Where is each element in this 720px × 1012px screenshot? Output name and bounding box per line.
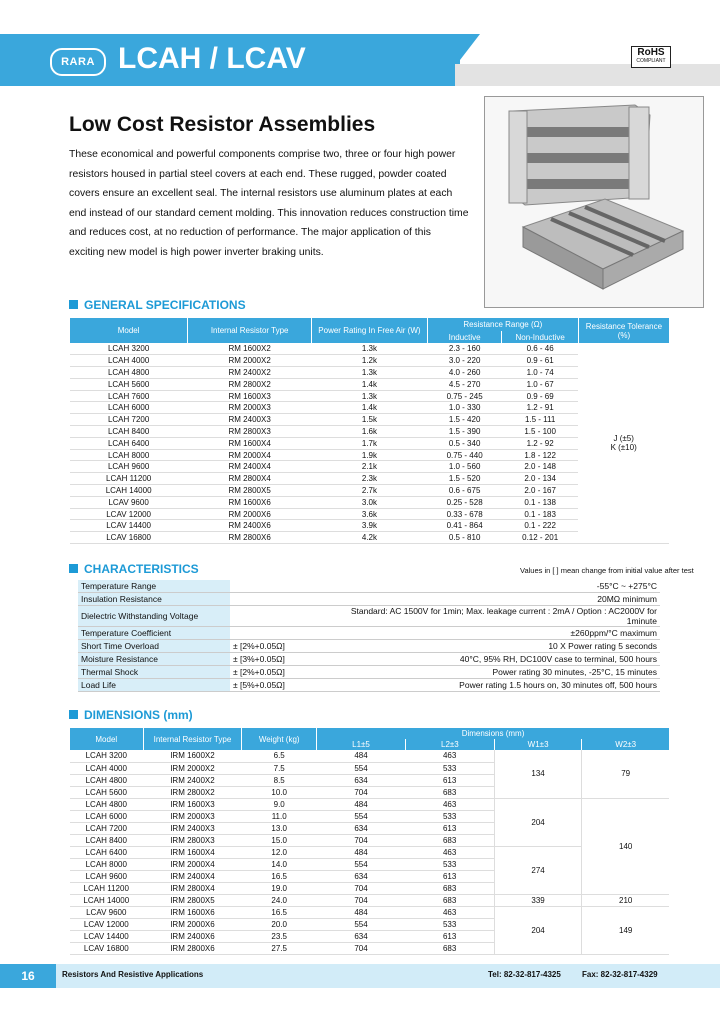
dim-model: LCAH 9600 <box>70 870 144 882</box>
spec-noninductive: 0.9 - 69 <box>502 390 578 402</box>
spec-type: RM 2000X2 <box>188 355 312 367</box>
spec-model: LCAV 9600 <box>70 496 188 508</box>
section-square-icon <box>69 564 78 573</box>
dimension-row <box>70 846 670 858</box>
dim-l2: 613 <box>405 930 494 942</box>
spec-noninductive: 1.2 - 92 <box>502 437 578 449</box>
spec-model: LCAH 7600 <box>70 390 188 402</box>
characteristic-label: Dielectric Withstanding Voltage <box>78 606 230 627</box>
dim-l2: 533 <box>405 858 494 870</box>
dim-col-dimensions: Dimensions (mm) <box>317 728 669 739</box>
dim-l1: 554 <box>317 810 406 822</box>
characteristic-value: ±260ppm/°C maximum <box>340 627 660 640</box>
dim-type: IRM 2800X5 <box>143 894 242 906</box>
page-footer <box>0 964 720 988</box>
dim-l1: 704 <box>317 942 406 954</box>
characteristic-row <box>78 666 660 679</box>
spec-inductive: 4.5 - 270 <box>427 378 502 390</box>
characteristic-value: 20MΩ minimum <box>340 593 660 606</box>
dim-type: IRM 2000X3 <box>143 810 242 822</box>
dim-model: LCAH 11200 <box>70 882 144 894</box>
dim-col-l1: L1±5 <box>317 739 406 750</box>
spec-noninductive: 2.0 - 134 <box>502 473 578 485</box>
characteristics-heading: CHARACTERISTICS <box>69 562 199 576</box>
characteristic-value: 10 X Power rating 5 seconds <box>340 640 660 653</box>
dim-col-l2: L2±3 <box>405 739 494 750</box>
spec-type: RM 2400X6 <box>188 520 312 532</box>
spec-power: 2.7k <box>312 485 428 497</box>
dim-l1: 484 <box>317 846 406 858</box>
spec-tolerance-values <box>578 343 669 544</box>
dim-col-model: Model <box>70 728 144 750</box>
characteristic-row <box>78 640 660 653</box>
characteristic-row <box>78 653 660 666</box>
spec-inductive: 0.5 - 340 <box>427 437 502 449</box>
spec-inductive: 0.33 - 678 <box>427 508 502 520</box>
spec-power: 3.9k <box>312 520 428 532</box>
spec-type: RM 2000X3 <box>188 402 312 414</box>
characteristics-table <box>78 580 660 692</box>
rohs-badge <box>631 46 671 68</box>
dim-model: LCAH 4000 <box>70 762 144 774</box>
spec-power: 1.3k <box>312 343 428 355</box>
spec-model: LCAV 12000 <box>70 508 188 520</box>
spec-noninductive: 1.5 - 111 <box>502 414 578 426</box>
characteristic-label: Short Time Overload <box>78 640 230 653</box>
spec-power: 1.9k <box>312 449 428 461</box>
page-title: Low Cost Resistor Assemblies <box>69 113 376 136</box>
dim-w1: 204 <box>494 798 582 846</box>
spec-inductive: 0.6 - 675 <box>427 485 502 497</box>
characteristic-row <box>78 606 660 627</box>
dim-weight: 9.0 <box>242 798 317 810</box>
spec-power: 1.4k <box>312 378 428 390</box>
dim-weight: 20.0 <box>242 918 317 930</box>
characteristic-row <box>78 580 660 593</box>
spec-model: LCAV 16800 <box>70 532 188 544</box>
dim-weight: 14.0 <box>242 858 317 870</box>
characteristic-row <box>78 627 660 640</box>
characteristic-label: Insulation Resistance <box>78 593 230 606</box>
spec-power: 1.4k <box>312 402 428 414</box>
dim-w2: 210 <box>582 894 669 906</box>
spec-inductive: 1.0 - 560 <box>427 461 502 473</box>
spec-noninductive: 2.0 - 148 <box>502 461 578 473</box>
dim-l1: 634 <box>317 774 406 786</box>
dim-model: LCAH 4800 <box>70 798 144 810</box>
characteristic-value: -55°C ~ +275°C <box>340 580 660 593</box>
dim-l1: 634 <box>317 930 406 942</box>
dim-l1: 554 <box>317 918 406 930</box>
dim-w2: 79 <box>582 750 669 798</box>
lcav-unit-image <box>509 105 650 205</box>
dim-type: IRM 1600X2 <box>143 750 242 762</box>
spec-inductive: 0.75 - 440 <box>427 449 502 461</box>
dim-l2: 683 <box>405 942 494 954</box>
characteristic-tolerance <box>230 627 340 640</box>
dimension-row <box>70 894 670 906</box>
dim-weight: 7.5 <box>242 762 317 774</box>
spec-power: 2.3k <box>312 473 428 485</box>
dim-model: LCAV 16800 <box>70 942 144 954</box>
col-model: Model <box>70 318 188 343</box>
spec-type: RM 2000X6 <box>188 508 312 520</box>
header-grey-stripe <box>455 64 720 86</box>
dim-model: LCAH 6000 <box>70 810 144 822</box>
dim-weight: 16.5 <box>242 870 317 882</box>
spec-inductive: 1.5 - 420 <box>427 414 502 426</box>
dimension-row <box>70 906 670 918</box>
dim-l2: 463 <box>405 846 494 858</box>
dim-type: IRM 1600X3 <box>143 798 242 810</box>
dim-model: LCAV 12000 <box>70 918 144 930</box>
dim-type: IRM 1600X6 <box>143 906 242 918</box>
dim-l2: 613 <box>405 870 494 882</box>
spec-model: LCAV 14400 <box>70 520 188 532</box>
spec-model: LCAH 4800 <box>70 367 188 379</box>
characteristic-tolerance: ± [3%+0.05Ω] <box>230 653 340 666</box>
spec-inductive: 1.5 - 520 <box>427 473 502 485</box>
characteristic-tolerance <box>230 606 340 627</box>
general-specs-heading: GENERAL SPECIFICATIONS <box>69 298 246 312</box>
dimension-row <box>70 798 670 810</box>
spec-power: 1.6k <box>312 426 428 438</box>
dim-weight: 19.0 <box>242 882 317 894</box>
spec-power: 1.5k <box>312 414 428 426</box>
dimensions-body <box>70 750 670 954</box>
col-tolerance: Resistance Tolerance (%) <box>578 318 669 343</box>
dim-type: IRM 2400X6 <box>143 930 242 942</box>
spec-type: RM 2400X4 <box>188 461 312 473</box>
characteristic-value: 40°C, 95% RH, DC100V case to terminal, 500 hours <box>340 653 660 666</box>
characteristic-value: Power rating 1.5 hours on, 30 minutes off, 500 hours <box>340 679 660 692</box>
general-specs-table <box>69 318 669 544</box>
dim-weight: 15.0 <box>242 834 317 846</box>
spec-noninductive: 0.9 - 61 <box>502 355 578 367</box>
dim-l1: 634 <box>317 822 406 834</box>
dim-weight: 10.0 <box>242 786 317 798</box>
spec-noninductive: 0.1 - 222 <box>502 520 578 532</box>
spec-type: RM 2800X4 <box>188 473 312 485</box>
footer-tel: Tel: 82-32-817-4325 <box>488 970 561 979</box>
dim-type: IRM 1600X4 <box>143 846 242 858</box>
dim-w1: 339 <box>494 894 582 906</box>
dim-weight: 23.5 <box>242 930 317 942</box>
spec-inductive: 0.25 - 528 <box>427 496 502 508</box>
dim-l1: 484 <box>317 906 406 918</box>
spec-noninductive: 1.8 - 122 <box>502 449 578 461</box>
footer-fax: Fax: 82-32-817-4329 <box>582 970 658 979</box>
spec-model: LCAH 8000 <box>70 449 188 461</box>
characteristics-note: Values in [ ] mean change from initial value after test <box>520 566 694 575</box>
col-power: Power Rating In Free Air (W) <box>312 318 428 343</box>
spec-row <box>70 343 670 355</box>
spec-power: 1.3k <box>312 390 428 402</box>
dim-model: LCAH 6400 <box>70 846 144 858</box>
characteristic-tolerance <box>230 580 340 593</box>
dim-w2: 149 <box>582 906 669 954</box>
col-type: Internal Resistor Type <box>188 318 312 343</box>
dim-w1: 204 <box>494 906 582 954</box>
spec-type: RM 2800X3 <box>188 426 312 438</box>
dim-l2: 533 <box>405 762 494 774</box>
spec-power: 3.0k <box>312 496 428 508</box>
characteristic-label: Temperature Range <box>78 580 230 593</box>
dim-l1: 704 <box>317 834 406 846</box>
dim-model: LCAH 14000 <box>70 894 144 906</box>
dim-model: LCAH 7200 <box>70 822 144 834</box>
section-square-icon <box>69 300 78 309</box>
spec-inductive: 1.5 - 390 <box>427 426 502 438</box>
spec-power: 1.2k <box>312 355 428 367</box>
tolerance-j: J (±5) <box>613 434 634 444</box>
spec-type: RM 2400X2 <box>188 367 312 379</box>
col-range: Resistance Range (Ω) <box>427 318 578 331</box>
spec-inductive: 4.0 - 260 <box>427 367 502 379</box>
spec-noninductive: 0.1 - 138 <box>502 496 578 508</box>
dim-l2: 683 <box>405 894 494 906</box>
header-band <box>0 34 720 86</box>
characteristic-label: Moisture Resistance <box>78 653 230 666</box>
spec-power: 2.1k <box>312 461 428 473</box>
spec-model: LCAH 11200 <box>70 473 188 485</box>
spec-power: 1.7k <box>312 437 428 449</box>
spec-power: 4.2k <box>312 532 428 544</box>
rohs-label: RoHS <box>637 47 665 58</box>
spec-inductive: 1.0 - 330 <box>427 402 502 414</box>
spec-type: RM 2800X5 <box>188 485 312 497</box>
dim-type: IRM 2800X6 <box>143 942 242 954</box>
dim-model: LCAV 9600 <box>70 906 144 918</box>
dim-weight: 24.0 <box>242 894 317 906</box>
dim-type: IRM 2000X6 <box>143 918 242 930</box>
dim-col-w2: W2±3 <box>582 739 669 750</box>
dim-type: IRM 2400X2 <box>143 774 242 786</box>
spec-type: RM 1600X3 <box>188 390 312 402</box>
spec-inductive: 3.0 - 220 <box>427 355 502 367</box>
dim-l2: 463 <box>405 798 494 810</box>
spec-model: LCAH 3200 <box>70 343 188 355</box>
dim-type: IRM 2800X3 <box>143 834 242 846</box>
spec-noninductive: 1.2 - 91 <box>502 402 578 414</box>
spec-noninductive: 1.0 - 67 <box>502 378 578 390</box>
dim-weight: 27.5 <box>242 942 317 954</box>
dim-model: LCAH 4800 <box>70 774 144 786</box>
dim-weight: 8.5 <box>242 774 317 786</box>
dim-l1: 704 <box>317 786 406 798</box>
dim-col-weight: Weight (kg) <box>242 728 317 750</box>
spec-power: 3.6k <box>312 508 428 520</box>
characteristic-tolerance: ± [2%+0.05Ω] <box>230 640 340 653</box>
characteristic-tolerance <box>230 593 340 606</box>
characteristic-row <box>78 593 660 606</box>
spec-type: RM 1600X6 <box>188 496 312 508</box>
dim-l1: 704 <box>317 894 406 906</box>
spec-inductive: 0.5 - 810 <box>427 532 502 544</box>
dim-weight: 12.0 <box>242 846 317 858</box>
product-brand: LCAH / LCAV <box>118 42 306 75</box>
section-square-icon <box>69 710 78 719</box>
spec-type: RM 2400X3 <box>188 414 312 426</box>
dimensions-table <box>69 728 669 955</box>
dim-col-type: Internal Resistor Type <box>143 728 242 750</box>
spec-type: RM 1600X2 <box>188 343 312 355</box>
characteristic-tolerance: ± [2%+0.05Ω] <box>230 666 340 679</box>
dim-l1: 704 <box>317 882 406 894</box>
spec-noninductive: 0.1 - 183 <box>502 508 578 520</box>
dim-w1: 274 <box>494 846 582 894</box>
dim-l1: 554 <box>317 762 406 774</box>
col-noninductive: Non-Inductive <box>502 331 578 343</box>
characteristic-value: Standard: AC 1500V for 1min; Max. leakage current : 2mA / Option : AC2000V for 1minute <box>340 606 660 627</box>
dim-model: LCAH 8000 <box>70 858 144 870</box>
dim-l1: 484 <box>317 798 406 810</box>
spec-type: RM 1600X4 <box>188 437 312 449</box>
characteristic-tolerance: ± [5%+0.05Ω] <box>230 679 340 692</box>
dim-model: LCAH 3200 <box>70 750 144 762</box>
dim-type: IRM 2000X4 <box>143 858 242 870</box>
characteristic-label: Thermal Shock <box>78 666 230 679</box>
dim-model: LCAV 14400 <box>70 930 144 942</box>
dim-l2: 463 <box>405 906 494 918</box>
spec-model: LCAH 5600 <box>70 378 188 390</box>
dim-weight: 6.5 <box>242 750 317 762</box>
spec-model: LCAH 7200 <box>70 414 188 426</box>
characteristic-value: Power rating 30 minutes, -25°C, 15 minutes <box>340 666 660 679</box>
spec-type: RM 2000X4 <box>188 449 312 461</box>
spec-model: LCAH 8400 <box>70 426 188 438</box>
spec-model: LCAH 14000 <box>70 485 188 497</box>
dim-model: LCAH 8400 <box>70 834 144 846</box>
dimensions-heading: DIMENSIONS (mm) <box>69 708 193 722</box>
dimension-row <box>70 750 670 762</box>
spec-inductive: 2.3 - 160 <box>427 343 502 355</box>
spec-inductive: 0.75 - 245 <box>427 390 502 402</box>
dim-type: IRM 2400X3 <box>143 822 242 834</box>
dim-l2: 533 <box>405 918 494 930</box>
spec-type: RM 2800X6 <box>188 532 312 544</box>
dim-type: IRM 2800X4 <box>143 882 242 894</box>
intro-paragraph: These economical and powerful components comprise two, three or four high power resistors housed in partial steel covers at each end. These rugged, powder coated covers ensure an excellent seal. The internal resistors use aluminum plates at each end instead of our standard cement molding. This innovation reduces construction time and reduces cost, at no reduction of performance. The major application of this exciting new model is high power inverter braking units. <box>69 149 469 258</box>
spec-type: RM 2800X2 <box>188 378 312 390</box>
spec-model: LCAH 6400 <box>70 437 188 449</box>
characteristic-label: Temperature Coefficient <box>78 627 230 640</box>
dim-weight: 13.0 <box>242 822 317 834</box>
dim-l2: 463 <box>405 750 494 762</box>
characteristic-label: Load Life <box>78 679 230 692</box>
spec-noninductive: 2.0 - 167 <box>502 485 578 497</box>
spec-power: 1.3k <box>312 367 428 379</box>
dim-l2: 533 <box>405 810 494 822</box>
spec-noninductive: 0.6 - 46 <box>502 343 578 355</box>
dim-l1: 484 <box>317 750 406 762</box>
dim-l2: 613 <box>405 822 494 834</box>
spec-model: LCAH 6000 <box>70 402 188 414</box>
general-specs-body <box>70 343 670 544</box>
spec-model: LCAH 4000 <box>70 355 188 367</box>
dim-w1: 134 <box>494 750 582 798</box>
spec-noninductive: 1.0 - 74 <box>502 367 578 379</box>
dim-weight: 16.5 <box>242 906 317 918</box>
dim-l1: 554 <box>317 858 406 870</box>
dim-type: IRM 2400X4 <box>143 870 242 882</box>
dim-l2: 683 <box>405 882 494 894</box>
spec-noninductive: 0.12 - 201 <box>502 532 578 544</box>
footer-title: Resistors And Resistive Applications <box>62 970 204 979</box>
spec-noninductive: 1.5 - 100 <box>502 426 578 438</box>
characteristic-row <box>78 679 660 692</box>
col-inductive: Inductive <box>427 331 502 343</box>
tolerance-k: K (±10) <box>610 443 637 453</box>
page-number: 16 <box>0 964 56 988</box>
rara-logo: RARA <box>50 48 106 76</box>
dim-l2: 683 <box>405 834 494 846</box>
dim-model: LCAH 5600 <box>70 786 144 798</box>
spec-model: LCAH 9600 <box>70 461 188 473</box>
dim-l1: 634 <box>317 870 406 882</box>
dim-type: IRM 2800X2 <box>143 786 242 798</box>
dim-l2: 683 <box>405 786 494 798</box>
rohs-sub-label: COMPLIANT <box>636 58 666 64</box>
spec-inductive: 0.41 - 864 <box>427 520 502 532</box>
dim-col-w1: W1±3 <box>494 739 582 750</box>
dim-l2: 613 <box>405 774 494 786</box>
dim-weight: 11.0 <box>242 810 317 822</box>
dim-type: IRM 2000X2 <box>143 762 242 774</box>
dim-w2: 140 <box>582 798 669 894</box>
product-photo <box>484 96 704 308</box>
